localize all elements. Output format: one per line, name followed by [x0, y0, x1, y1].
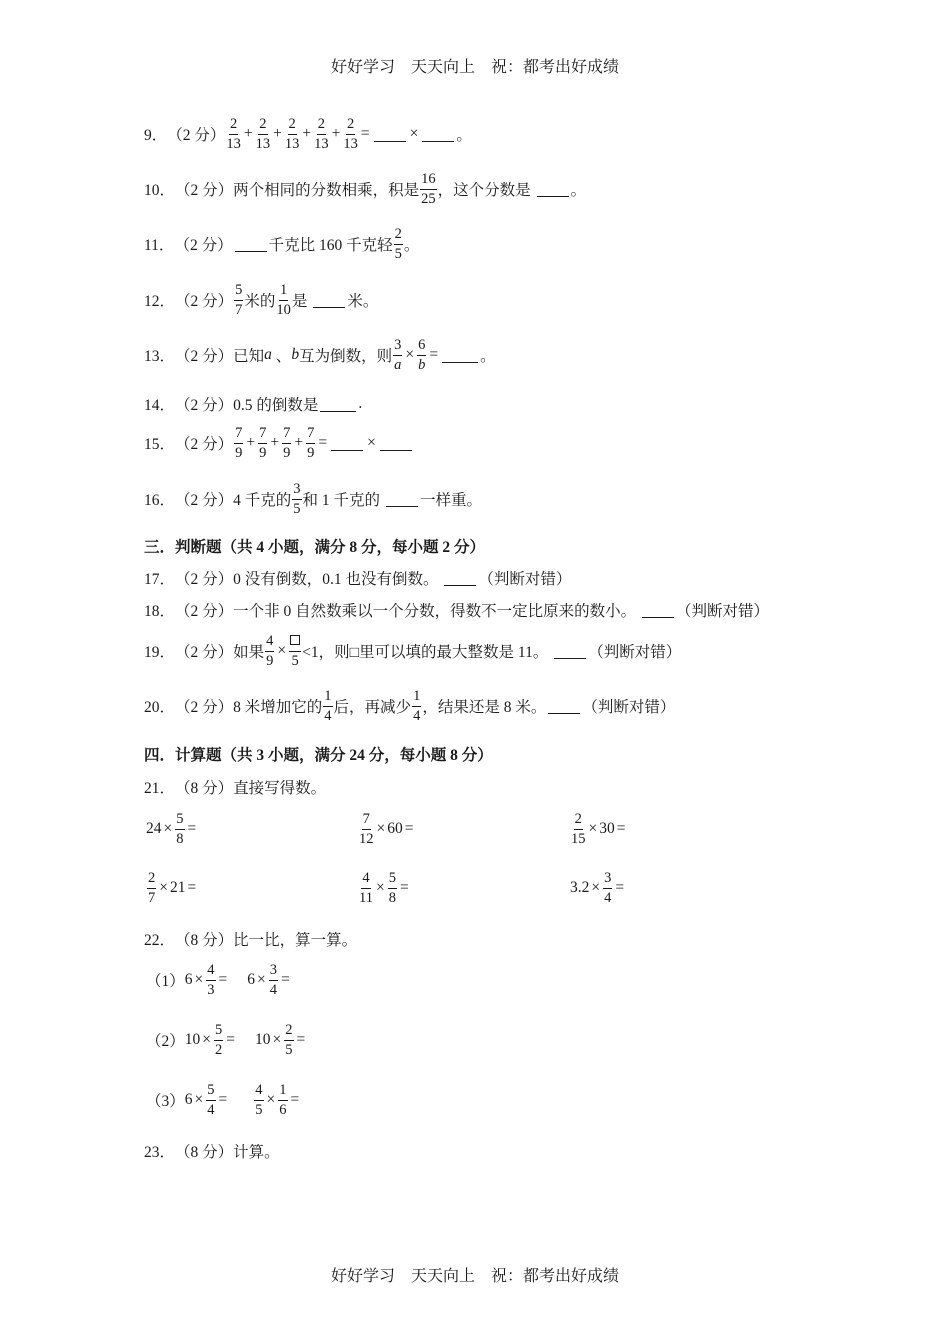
- question-score: （2 分）: [175, 397, 234, 414]
- question-score: （2 分）: [175, 644, 234, 661]
- question-number: 19．: [144, 644, 176, 661]
- fraction: $\frac{7}{9}$: [283, 425, 291, 461]
- page-header: 好好学习 天天向上 祝：都考出好成绩: [330, 59, 619, 76]
- fraction: $\frac{4}{9}$: [266, 633, 274, 669]
- fraction: $\frac{3}{5}$: [293, 481, 301, 517]
- question-number: 14．: [144, 397, 176, 414]
- question-score: （2 分）: [175, 492, 234, 509]
- fraction: $\frac{1}{10}$: [276, 282, 291, 318]
- answer-blank[interactable]: [554, 644, 586, 659]
- calc-item: 3.2 × $\frac{3}{4}$ =: [570, 870, 625, 906]
- question-number: 23．: [144, 1144, 176, 1161]
- question-18: 18． （2 分） 一个非 0 自然数乘以一个分数，得数不一定比原来的数小。 （判断对错）: [144, 599, 769, 621]
- question-21: 21． （8 分） 直接写得数。: [144, 776, 326, 798]
- question-number: 10．: [144, 182, 176, 199]
- calc-item: $\frac{2}{7}$ × 21 =: [148, 870, 197, 906]
- fraction: 5: [289, 634, 301, 668]
- question-number: 22．: [144, 932, 176, 949]
- answer-blank[interactable]: [422, 127, 454, 142]
- section-title-calculation: 四．计算题（共 3 小题，满分 24 分，每小题 8 分）: [144, 747, 493, 764]
- compare-row-1: （1） 6 × $\frac{4}{3}$ = 6 × $\frac{3}{4}$ =: [146, 962, 290, 998]
- fraction: $\frac{6}{b}$: [418, 337, 426, 373]
- question-9: 9． （2 分） $\frac{2}{13}$ + $\frac{2}{13}$ + $\frac{2}{13}$ + $\frac{2}{13}$ + $\frac{2}{13}$ = × 。: [144, 116, 472, 152]
- fraction: $\frac{2}{13}$: [314, 116, 329, 152]
- answer-blank[interactable]: [313, 293, 345, 308]
- question-number: 11．: [144, 237, 175, 254]
- question-number: 20．: [144, 699, 176, 716]
- calc-item: $\frac{4}{11}$ × $\frac{5}{8}$ =: [359, 870, 409, 906]
- fraction: $\frac{1}{4}$: [413, 688, 421, 724]
- question-14: 14． （2 分） 0.5 的倒数是 .: [144, 395, 363, 414]
- answer-blank[interactable]: [331, 436, 363, 451]
- calc-item: 24 × $\frac{5}{8}$ =: [146, 811, 197, 847]
- fraction: $\frac{5}{7}$: [235, 282, 243, 318]
- question-score: （2 分）: [174, 237, 233, 254]
- square-box-icon: [290, 635, 300, 645]
- answer-blank[interactable]: [442, 348, 478, 363]
- question-number: 18．: [144, 603, 176, 620]
- question-score: （8 分）: [175, 780, 234, 797]
- question-23: 23． （8 分） 计算。: [144, 1140, 280, 1162]
- answer-blank[interactable]: [537, 182, 569, 197]
- question-score: （8 分）: [175, 1144, 234, 1161]
- fraction: $\frac{7}{9}$: [235, 425, 243, 461]
- calc-item: $\frac{7}{12}$ × 60 =: [359, 811, 414, 847]
- question-13: 13． （2 分） 已知 a 、 b 互为倒数，则 $\frac{3}{a}$ × $\frac{6}{b}$ = 。: [144, 337, 496, 373]
- fraction: $\frac{3}{a}$: [394, 337, 402, 373]
- answer-blank[interactable]: [642, 603, 674, 618]
- question-number: 17．: [144, 571, 176, 588]
- question-22: 22． （8 分） 比一比，算一算。: [144, 928, 357, 950]
- answer-blank[interactable]: [235, 237, 267, 252]
- question-10: 10． （2 分） 两个相同的分数相乘，积是 $\frac{16}{25}$ ，这个分数是 。: [144, 171, 587, 207]
- question-20: 20． （2 分） 8 米增加它的 $\frac{1}{4}$ 后，再减少 $\frac{1}{4}$ ，结果还是 8 米。 （判断对错）: [144, 688, 676, 724]
- question-score: （2 分）: [175, 699, 234, 716]
- question-19: 19． （2 分） 如果 $\frac{4}{9}$ × 5 <1，则□里可以填的最大整数是 11。 （判断对错）: [144, 633, 682, 669]
- compare-row-2: （2） 10 × $\frac{5}{2}$ = 10 × $\frac{2}{5}$ =: [146, 1022, 306, 1058]
- question-11: 11． （2 分） 千克比 160 千克轻 $\frac{2}{5}$ 。: [144, 226, 420, 262]
- question-16: 16． （2 分） 4 千克的 $\frac{3}{5}$ 和 1 千克的 一样重。: [144, 481, 482, 517]
- question-number: 13．: [144, 348, 176, 365]
- question-score: （2 分）: [175, 293, 234, 310]
- question-number: 15．: [144, 436, 176, 453]
- question-17: 17． （2 分） 0 没有倒数，0.1 也没有倒数。 （判断对错）: [144, 567, 571, 589]
- fraction: $\frac{7}{9}$: [259, 425, 267, 461]
- question-number: 16．: [144, 492, 176, 509]
- fraction: $\frac{2}{5}$: [394, 226, 402, 262]
- fraction: $\frac{2}{13}$: [284, 116, 300, 152]
- answer-blank[interactable]: [374, 127, 406, 142]
- question-score: （2 分）: [175, 348, 234, 365]
- question-score: （8 分）: [175, 932, 234, 949]
- answer-blank[interactable]: [444, 571, 476, 586]
- fraction: $\frac{2}{13}$: [343, 116, 358, 152]
- answer-blank[interactable]: [386, 492, 418, 507]
- question-score: （2 分）: [175, 182, 234, 199]
- fraction: $\frac{2}{13}$: [226, 116, 241, 152]
- answer-blank[interactable]: [320, 397, 356, 412]
- question-score: （2 分）: [175, 436, 234, 453]
- question-number: 21．: [144, 780, 176, 797]
- fraction: $\frac{16}{25}$: [421, 171, 436, 207]
- fraction: $\frac{2}{13}$: [255, 116, 271, 152]
- question-score: （2 分）: [175, 571, 234, 588]
- page-footer: 好好学习 天天向上 祝：都考出好成绩: [330, 1268, 619, 1285]
- answer-blank[interactable]: [380, 436, 412, 451]
- question-score: （2 分）: [175, 603, 234, 620]
- compare-row-3: （3） 6 × $\frac{5}{4}$ = $\frac{4}{5}$ × $\frac{1}{6}$ =: [146, 1082, 300, 1118]
- question-score: （2 分）: [167, 127, 226, 144]
- calc-item: $\frac{2}{15}$ × 30 =: [571, 811, 626, 847]
- question-number: 12．: [144, 293, 176, 310]
- question-12: 12． （2 分） $\frac{5}{7}$ 米的 $\frac{1}{10}$ 是 米。: [144, 282, 379, 318]
- fraction: $\frac{7}{9}$: [307, 425, 315, 461]
- section-title-judgement: 三．判断题（共 4 小题，满分 8 分，每小题 2 分）: [144, 539, 486, 556]
- question-number: 9．: [144, 127, 168, 144]
- answer-blank[interactable]: [548, 699, 580, 714]
- fraction: $\frac{1}{4}$: [324, 688, 332, 724]
- question-15: 15． （2 分） $\frac{7}{9}$ + $\frac{7}{9}$ + $\frac{7}{9}$ + $\frac{7}{9}$ = ×: [144, 426, 414, 460]
